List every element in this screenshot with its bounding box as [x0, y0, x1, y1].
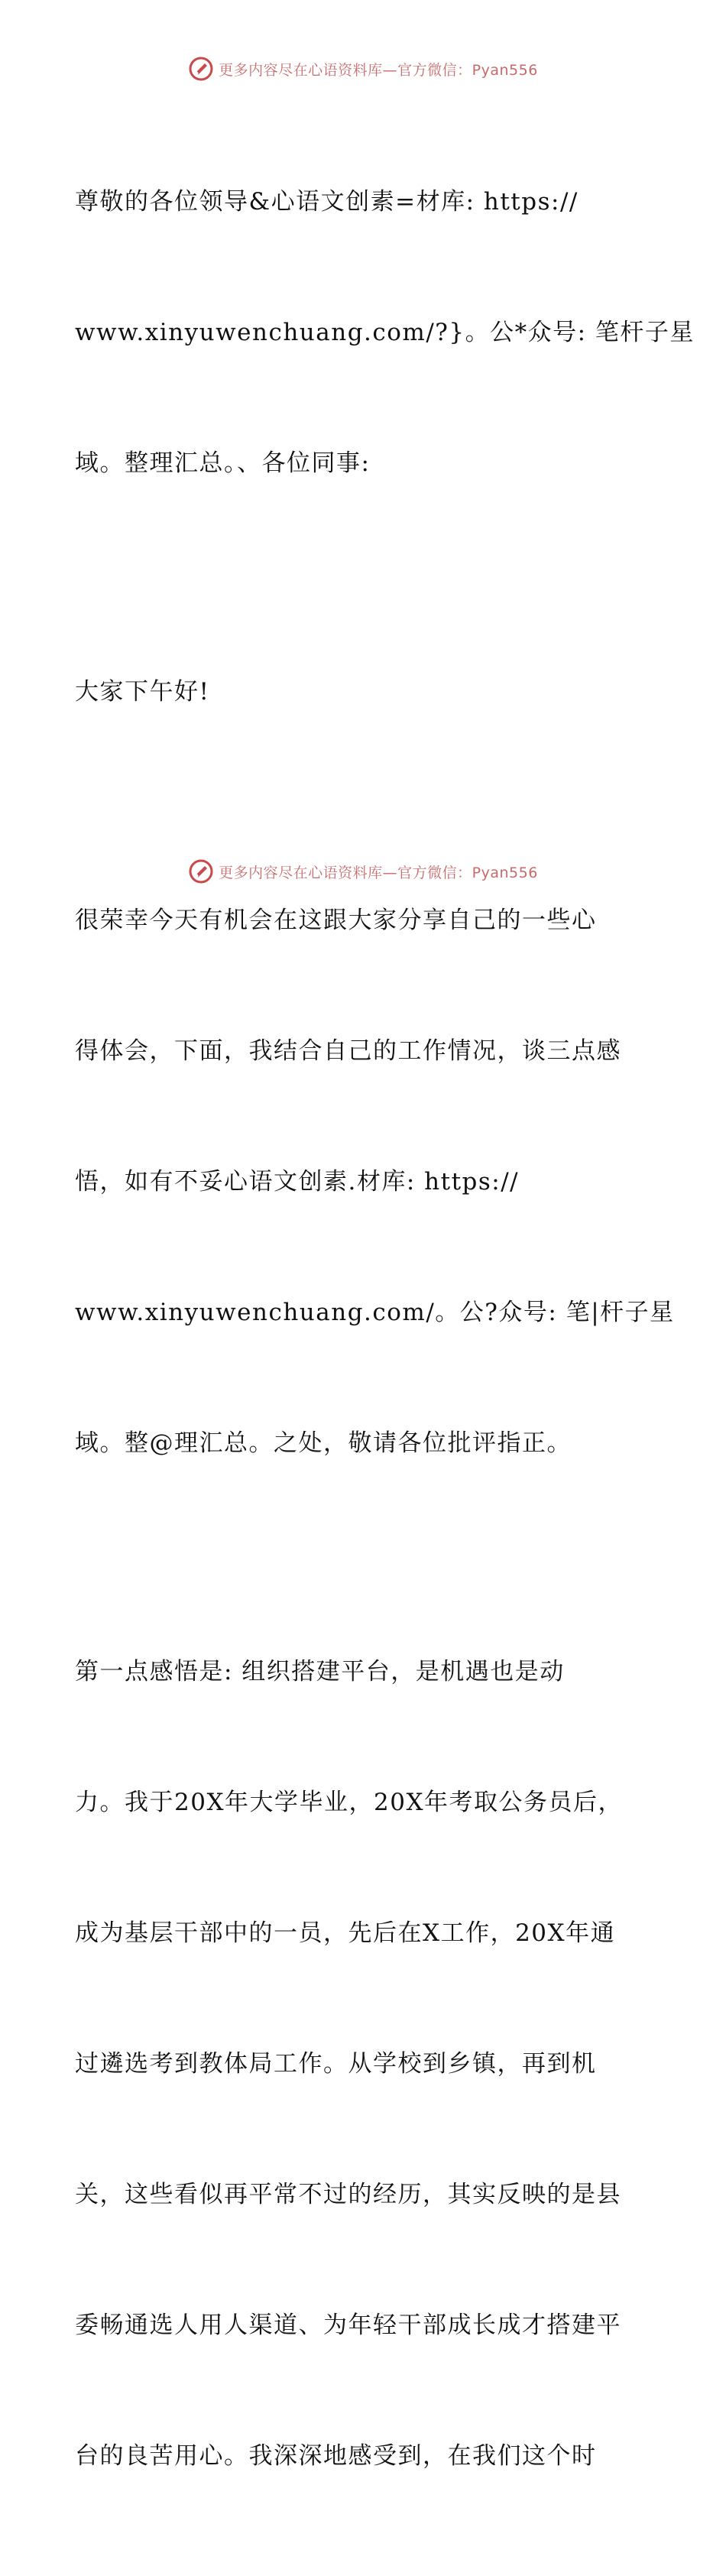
- text-line: 第一点感悟是: 组织搭建平台，是机遇也是动: [75, 1658, 565, 1685]
- text-line: 成为基层干部中的一员，先后在X工作，20X年通: [75, 1919, 616, 1947]
- text-line: 域。整@理汇总。之处，敬请各位批评指正。: [75, 1429, 572, 1457]
- text-line: 悟，如有不妥心语文创素.材库: https://: [75, 1168, 520, 1196]
- text-line: 关，这些看似再平常不过的经历，其实反映的是县: [75, 2181, 621, 2208]
- logo-icon: [188, 858, 214, 884]
- footer-banner: [0, 856, 726, 887]
- text-line: 得体会，下面，我结合自己的工作情况，谈三点感: [75, 1037, 621, 1065]
- document-body: [75, 93, 695, 2576]
- header-banner-text: 更多内容尽在心语资料库—官方微信：Pyan556: [219, 61, 538, 79]
- paragraph-salutation: [75, 583, 656, 801]
- footer-banner-text: 更多内容尽在心语资料库—官方微信：Pyan556: [219, 864, 538, 881]
- paragraph-greeting: [75, 93, 695, 573]
- text-line: 很荣幸今天有机会在这跟大家分享自己的一些心: [75, 907, 597, 934]
- text-line: 委畅通选人用人渠道、为年轻干部成长成才搭建平: [75, 2312, 621, 2339]
- text-line: www.xinyuwenchuang.com/。公?众号: 笔|杆子星: [75, 1299, 675, 1326]
- logo-icon: [188, 56, 214, 82]
- text-line: 域。整理汇总。、各位同事:: [75, 449, 371, 477]
- text-line: 大家下午好!: [75, 678, 210, 706]
- text-line: 过遴选考到教体局工作。从学校到乡镇，再到机: [75, 2050, 597, 2078]
- paragraph-intro: [75, 812, 675, 1552]
- text-line: www.xinyuwenchuang.com/?}。公*众号: 笔杆子星: [75, 319, 695, 346]
- text-line: 尊敬的各位领导&心语文创素=材库: https://: [75, 188, 579, 216]
- text-line: 力。我于20X年大学毕业，20X年考取公务员后，: [75, 1789, 624, 1816]
- text-line: 台的良苦用心。我深深地感受到，在我们这个时: [75, 2442, 597, 2470]
- paragraph-first-point: [75, 1563, 656, 2565]
- header-banner: [0, 54, 726, 84]
